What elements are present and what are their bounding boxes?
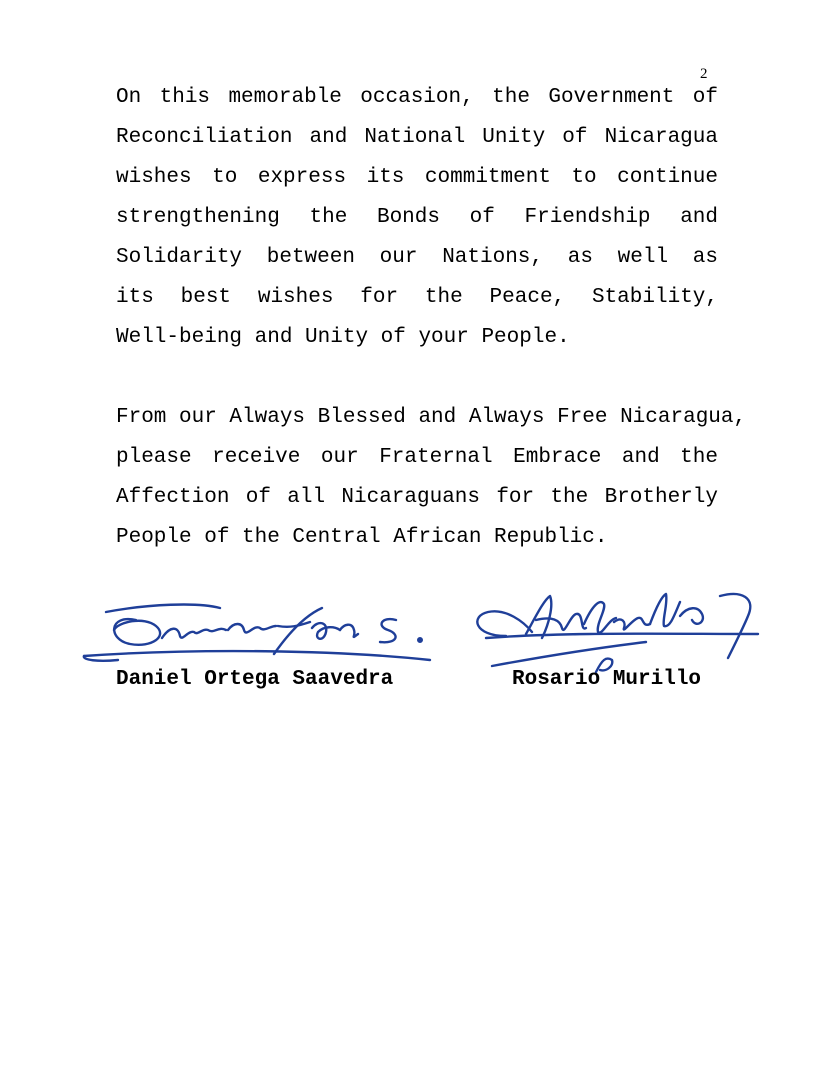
paragraph-line: On this memorable occasion, the Government of xyxy=(116,86,718,109)
signer-name: Rosario Murillo xyxy=(512,668,702,691)
handwritten-signature-icon xyxy=(78,596,438,676)
paragraph-line: strengthening the Bonds of Friendship and xyxy=(116,206,718,229)
paragraph-line: please receive our Fraternal Embrace and the xyxy=(116,446,718,469)
paragraph-line: Solidarity between our Nations, as well as xyxy=(116,246,718,269)
paragraph-line: From our Always Blessed and Always Free Nicaragua, xyxy=(116,406,747,429)
paragraph-line: Well-being and Unity of your People. xyxy=(116,326,570,349)
page-number: 2 xyxy=(700,66,708,82)
paragraph-line: its best wishes for the Peace, Stability, xyxy=(116,286,718,309)
paragraph-line: People of the Central African Republic. xyxy=(116,526,608,549)
paragraph-line: wishes to express its commitment to continue xyxy=(116,166,718,189)
paragraph-line: Reconciliation and National Unity of Nicaragua xyxy=(116,126,718,149)
body-paragraph xyxy=(116,78,718,358)
paragraph-line: Affection of all Nicaraguans for the Brotherly xyxy=(116,486,718,509)
handwritten-signature-icon xyxy=(466,576,766,676)
signer-name: Daniel Ortega Saavedra xyxy=(116,668,394,691)
closing-paragraph xyxy=(116,398,747,558)
